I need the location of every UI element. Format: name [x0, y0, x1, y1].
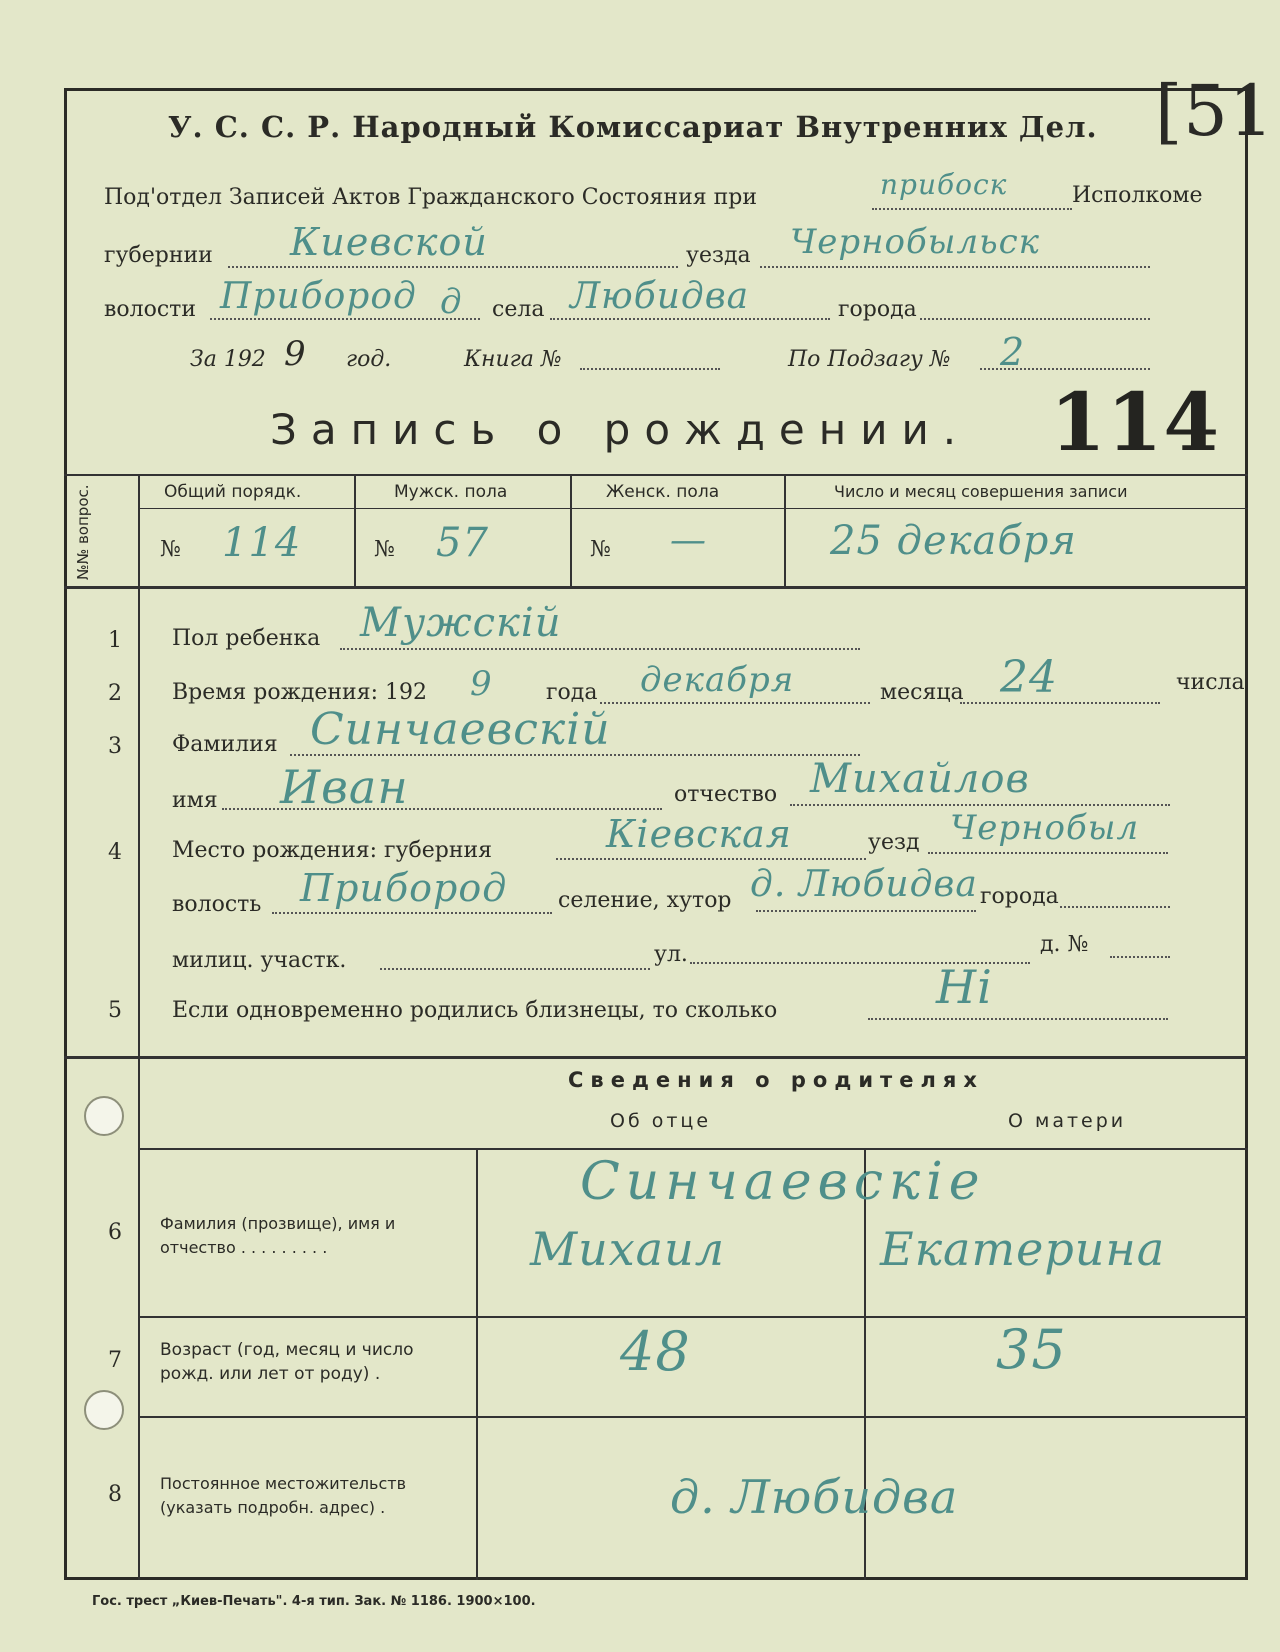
birth-year-label: года	[546, 680, 598, 705]
col-general-order-value: 114	[222, 520, 302, 566]
father-column-label: Об отце	[610, 1110, 712, 1132]
residence-value: д. Любидва	[670, 1470, 959, 1524]
uezd-label: уезда	[686, 243, 751, 268]
q2-number: 2	[108, 681, 122, 706]
record-number-handwritten: 114	[1050, 375, 1220, 469]
birth-year-value: 9	[470, 664, 493, 704]
sela-prefix: д	[440, 282, 463, 322]
patronymic-value: Михайлов	[810, 756, 1030, 802]
col-female-value: —	[670, 520, 707, 561]
gubernia-value: Киевской	[290, 220, 488, 264]
col-record-date-label: Число и месяц совершения записи	[834, 482, 1128, 501]
col-general-order-label: Общий порядк.	[164, 482, 302, 502]
subdept-label: Под'отдел Записей Актов Гражданского Состояния при	[104, 185, 758, 210]
row6-label-line1: Фамилия (прозвище), имя и	[160, 1214, 396, 1233]
q3-number: 3	[108, 734, 122, 759]
mother-name-value: Екатерина	[880, 1222, 1166, 1276]
punch-hole-top	[84, 1096, 124, 1136]
row7-label-line2: рожд. или лет от роду) .	[160, 1364, 381, 1384]
q6-number: 6	[108, 1220, 122, 1245]
surname-value: Синчаевскій	[310, 704, 611, 755]
year-label: За 192	[190, 347, 266, 372]
goroda-label: города	[838, 297, 917, 322]
volost-row-label: волость	[172, 892, 262, 917]
place-label: Место рождения: губерния	[172, 838, 493, 863]
selenie-value: д. Любидва	[750, 864, 978, 905]
subdept-value: прибоск	[880, 168, 1008, 201]
q7-number: 7	[108, 1348, 122, 1373]
sex-value: Мужскій	[360, 600, 562, 646]
row6-label-line2: отчество . . . . . . . . .	[160, 1238, 328, 1257]
father-age-value: 48	[620, 1320, 691, 1383]
parents-surname-value: Синчаевскіе	[580, 1152, 986, 1212]
birth-month-value: декабря	[640, 660, 795, 700]
col-male-value: 57	[436, 520, 489, 566]
uezd-value: Чернобыльск	[790, 222, 1040, 262]
q4-number: 4	[108, 840, 122, 865]
col-general-order-prefix: №	[160, 537, 181, 562]
sex-label: Пол ребенка	[172, 626, 321, 651]
place-uezd-value: Чернобыл	[950, 808, 1140, 848]
place-uezd-label: уезд	[868, 830, 920, 855]
goroda-row-label: города	[980, 884, 1059, 909]
place-gubernia-value: Кіевская	[606, 812, 792, 856]
col-female-label: Женск. пола	[606, 482, 720, 502]
name-value: Иван	[280, 760, 409, 814]
mother-age-value: 35	[996, 1318, 1067, 1381]
selenie-label: селение, хутор	[558, 888, 732, 913]
sela-value: Любидва	[570, 276, 750, 317]
name-label: имя	[172, 788, 218, 813]
kniga-label: Книга №	[464, 347, 562, 372]
q5-number: 5	[108, 998, 122, 1023]
patronymic-label: отчество	[674, 782, 778, 807]
podzagu-label: По Подзагу №	[788, 347, 951, 372]
question-column-label: №№ вопрос.	[74, 484, 92, 580]
year-value: 9	[284, 334, 307, 374]
col-record-date-value: 25 декабря	[830, 518, 1077, 564]
god-label: год.	[346, 347, 392, 372]
sela-label: села	[492, 297, 545, 322]
twins-value: Ні	[936, 960, 993, 1014]
footer-imprint: Гос. трест „Киев-Печать". 4-я тип. Зак. № 1186. 1900×100.	[92, 1594, 536, 1609]
page-title: У. С. С. Р. Народный Комиссариат Внутренних Дел.	[168, 110, 1098, 144]
volost-label: волости	[104, 297, 197, 322]
punch-hole-bottom	[84, 1390, 124, 1430]
volost-value: Прибород	[220, 276, 417, 317]
milic-label: милиц. участк.	[172, 948, 347, 973]
record-title: Запись о рождении.	[270, 405, 971, 454]
row7-label-line1: Возраст (год, месяц и число	[160, 1340, 414, 1360]
birth-month-label: месяца	[880, 680, 964, 705]
dom-label: д. №	[1040, 932, 1089, 957]
ul-label: ул.	[654, 942, 688, 967]
row8-label-line1: Постоянное местожительств	[160, 1474, 406, 1493]
row8-label-line2: (указать подробн. адрес) .	[160, 1498, 386, 1517]
col-male-label: Мужск. пола	[394, 482, 508, 502]
mother-column-label: О матери	[1008, 1110, 1127, 1132]
birth-day-value: 24	[1000, 652, 1058, 703]
col-male-prefix: №	[374, 537, 395, 562]
birth-label: Время рождения: 192	[172, 680, 427, 705]
twins-label: Если одновременно родились близнецы, то сколько	[172, 998, 778, 1023]
corner-handwritten-mark: [51	[1155, 70, 1275, 152]
parents-heading: Сведения о родителях	[568, 1068, 984, 1092]
q8-number: 8	[108, 1482, 122, 1507]
ispolkom-label: Исполкоме	[1072, 183, 1203, 208]
father-name-value: Михаил	[530, 1222, 726, 1276]
podzagu-value: 2	[1000, 330, 1026, 374]
birth-day-label: числа	[1176, 670, 1245, 695]
q1-number: 1	[108, 628, 122, 653]
surname-label: Фамилия	[172, 732, 278, 757]
gubernia-label: губернии	[104, 243, 213, 268]
volost-row-value: Прибород	[300, 866, 508, 910]
col-female-prefix: №	[590, 537, 611, 562]
